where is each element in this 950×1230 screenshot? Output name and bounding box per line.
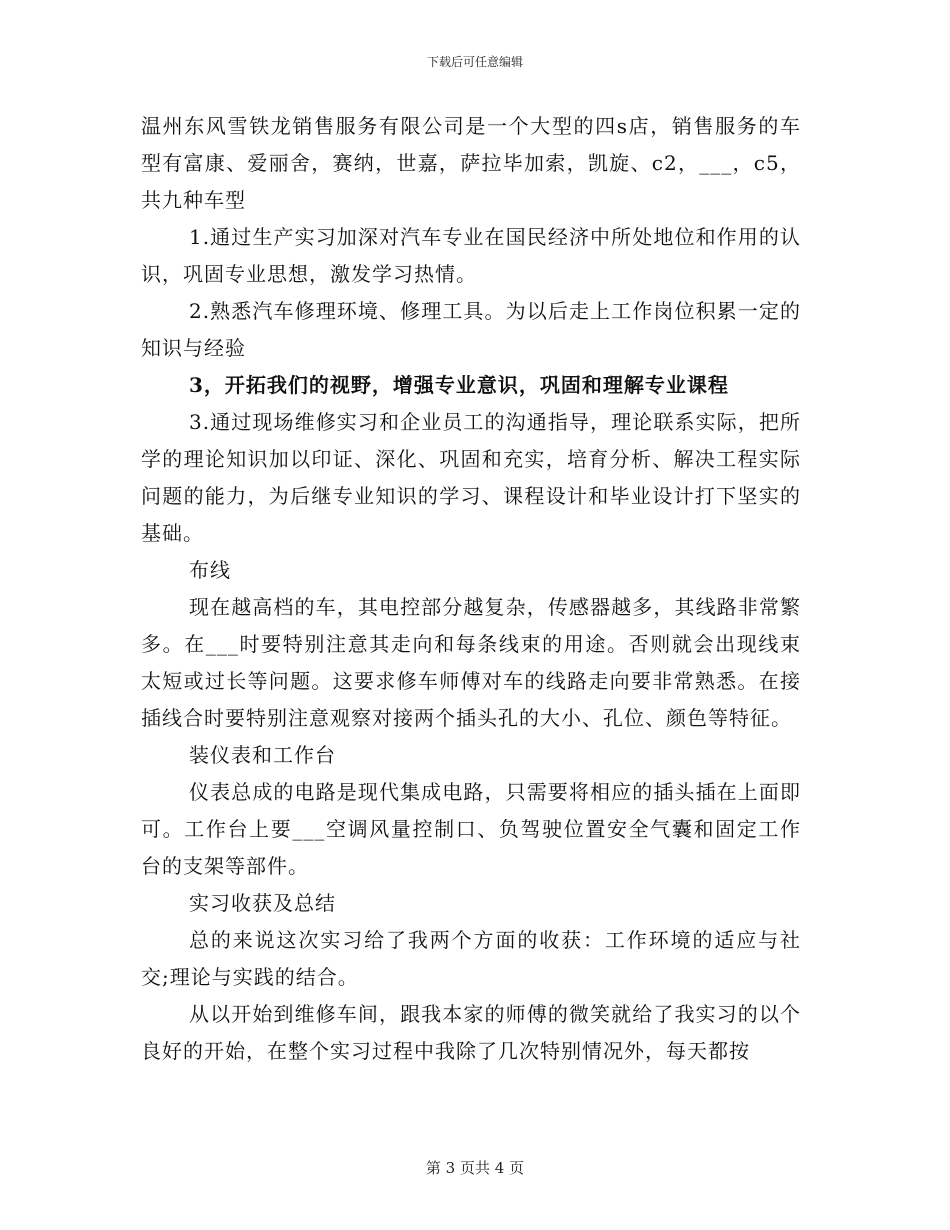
- section-heading-summary: 实习收获及总结: [189, 891, 336, 915]
- paragraph-8: 从以开始到维修车间，跟我本家的师傅的微笑就给了我实习的以个良好的开始，在整个实习过程中我除了几次特别情况外，每天都按: [141, 1002, 801, 1063]
- paragraph-3: 2.熟悉汽车修理环境、修理工具。为以后走上工作岗位积累一定的知识与经验: [141, 299, 801, 360]
- paragraph-5: 现在越高档的车，其电控部分越复杂，传感器越多，其线路非常繁多。在___时要特别注意其走向和每条线束的用途。否则就会出现线束太短或过长等问题。这要求修车师傅对车的线路走向要非常熟悉。在接插线合时要特别注意观察对接两个插头孔的大小、孔位、颜色等特征。: [141, 595, 801, 730]
- paragraph-1: 温州东风雪铁龙销售服务有限公司是一个大型的四s店，销售服务的车型有富康、爱丽舍，赛纳，世嘉，萨拉毕加索，凯旋、c2，___，c5，共九种车型: [141, 114, 801, 212]
- body-text: [141, 108, 801, 1070]
- section-heading-1: 3，开拓我们的视野，增强专业意识，巩固和理解专业课程: [189, 373, 729, 397]
- page-header: 下载后可任意编辑: [426, 55, 523, 69]
- paragraph-7: 总的来说这次实习给了我两个方面的收获：工作环境的适应与社交;理论与实践的结合。: [141, 928, 801, 989]
- section-heading-wiring: 布线: [189, 558, 231, 582]
- paragraph-4: 3.通过现场维修实习和企业员工的沟通指导，理论联系实际，把所学的理论知识加以印证、深化、巩固和充实，培育分析、解决工程实际问题的能力，为后继专业知识的学习、课程设计和毕业设计打下坚实的基础。: [141, 410, 801, 545]
- paragraph-6: 仪表总成的电路是现代集成电路，只需要将相应的插头插在上面即可。工作台上要___空调风量控制口、负驾驶位置安全气囊和固定工作台的支架等部件。: [141, 780, 801, 878]
- section-heading-dashboard: 装仪表和工作台: [189, 743, 336, 767]
- page-footer: 第 3 页共 4 页: [425, 1159, 525, 1177]
- paragraph-2: 1.通过生产实习加深对汽车专业在国民经济中所处地位和作用的认识，巩固专业思想，激发学习热情。: [141, 225, 801, 286]
